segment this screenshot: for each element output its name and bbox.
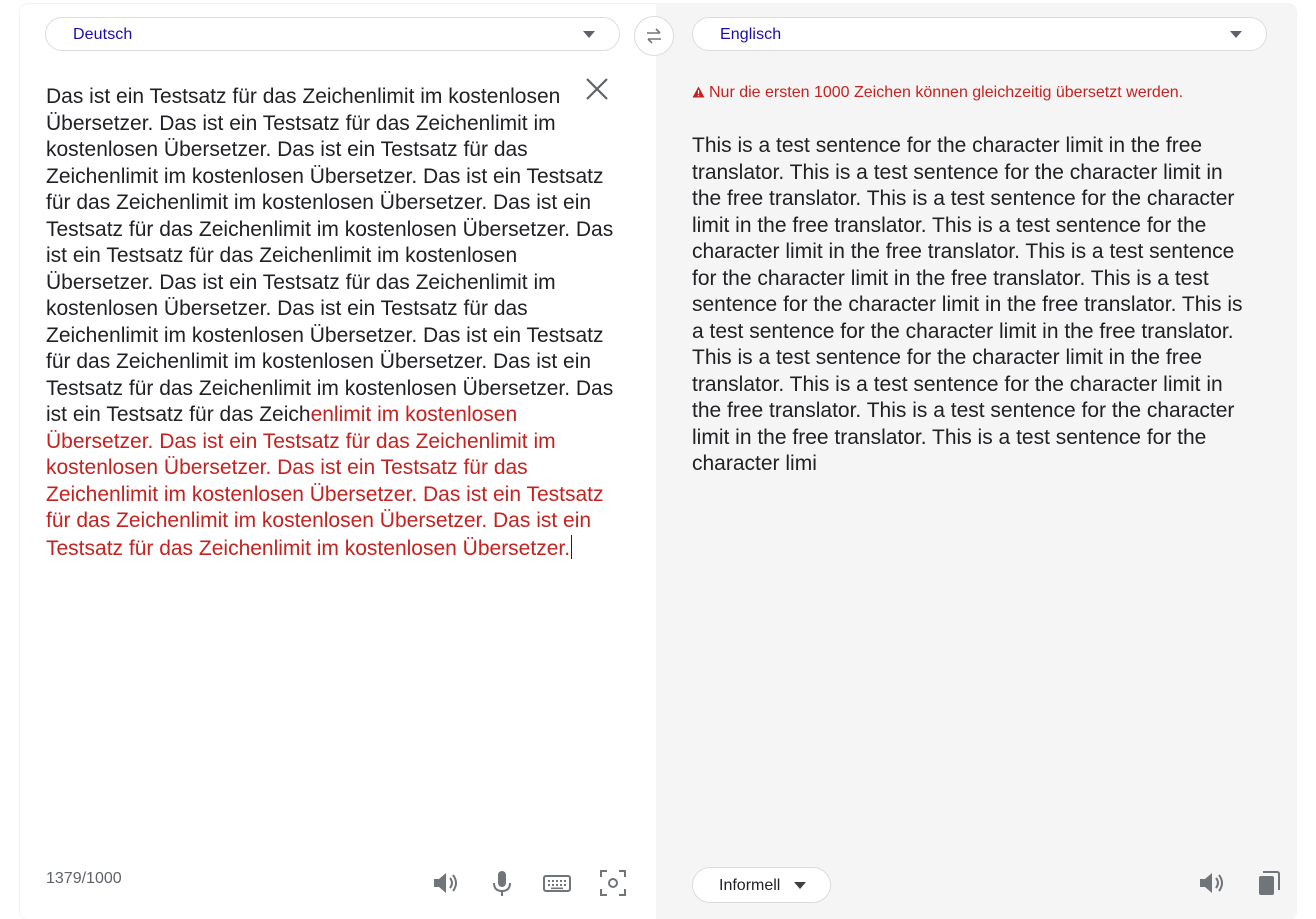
listen-source-button[interactable]: [431, 868, 461, 898]
source-text-input[interactable]: [46, 84, 616, 562]
source-text-over-limit: enlimit im kostenlosen Übersetzer. Das ist ein Testsatz für das Zeichenlimit im kostenlosen Übersetzer. Das ist ein Testsatz für das Zeichenlimit im kostenlosen Übersetzer. Das ist ein Testsatz für das Zeichenlimit im kostenlosen Übersetzer. Das ist ein Testsatz für das Zeichenlimit im kostenlosen Übersetzer.: [46, 403, 604, 560]
listen-translation-button[interactable]: [1197, 868, 1227, 898]
warning-icon: [692, 86, 705, 98]
formality-label: Informell: [719, 877, 781, 894]
source-pane: [20, 4, 656, 919]
chevron-down-icon: [583, 31, 595, 38]
chevron-down-icon: [794, 882, 806, 889]
target-language-label: Englisch: [720, 26, 782, 43]
swap-languages-icon: [645, 27, 663, 45]
char-limit-warning: [692, 84, 1183, 102]
copy-translation-button[interactable]: [1254, 868, 1284, 898]
microphone-icon: [487, 868, 517, 898]
character-count: 1379/1000: [46, 870, 122, 887]
image-translate-button[interactable]: [598, 868, 628, 898]
swap-languages-button[interactable]: [634, 16, 674, 56]
target-pane: [656, 4, 1296, 919]
copy-icon: [1254, 868, 1284, 898]
text-cursor: [571, 535, 572, 559]
chevron-down-icon: [1230, 31, 1242, 38]
virtual-keyboard-button[interactable]: [542, 868, 572, 898]
voice-input-button[interactable]: [487, 868, 517, 898]
camera-icon: [598, 868, 628, 898]
keyboard-icon: [542, 868, 572, 898]
char-limit-warning-text: Nur die ersten 1000 Zeichen können gleichzeitig übersetzt werden.: [709, 84, 1184, 101]
speaker-icon: [1197, 868, 1227, 898]
source-language-label: Deutsch: [73, 26, 133, 43]
translator-widget: [20, 4, 1296, 919]
source-language-select[interactable]: [45, 17, 620, 51]
speaker-icon: [431, 868, 461, 898]
formality-select[interactable]: [692, 867, 831, 903]
translation-output: This is a test sentence for the character limit in the free translator. This is a test sentence for the character limit in the free translator. This is a test sentence for the character limit in the free translator. This is a test sentence for the character limit in the free translator. This is a test sentence for the character limit in the free translator. This is a test sentence for the character limit in the free translator. This is a test sentence for the character limit in the free translator. This is a test sentence for the character limit in the free translator. This is a test sentence for the character limit in the free translator. This is a test sentence for the character limit in the free translator. This is a test sentence for the character limi: [692, 134, 1243, 475]
target-language-select[interactable]: [692, 17, 1267, 51]
source-text-within-limit: Das ist ein Testsatz für das Zeichenlimit im kostenlosen Übersetzer. Das ist ein Testsatz für das Zeichenlimit im kostenlosen Übersetzer. Das ist ein Testsatz für das Zeichenlimit im kostenlosen Übersetzer. Das ist ein Testsatz für das Zeichenlimit im kostenlosen Übersetzer. Das ist ein Testsatz für das Zeichenlimit im kostenlosen Übersetzer. Das ist ein Testsatz für das Zeichenlimit im kostenlosen Übersetzer. Das ist ein Testsatz für das Zeichenlimit im kostenlosen Übersetzer. Das ist ein Testsatz für das Zeichenlimit im kostenlosen Übersetzer. Das ist ein Testsatz für das Zeichenlimit im kostenlosen Übersetzer. Das ist ein Testsatz für das Zeichenlimit im kostenlosen Übersetzer. Das ist ein Testsatz für das Zeich: [46, 85, 614, 426]
